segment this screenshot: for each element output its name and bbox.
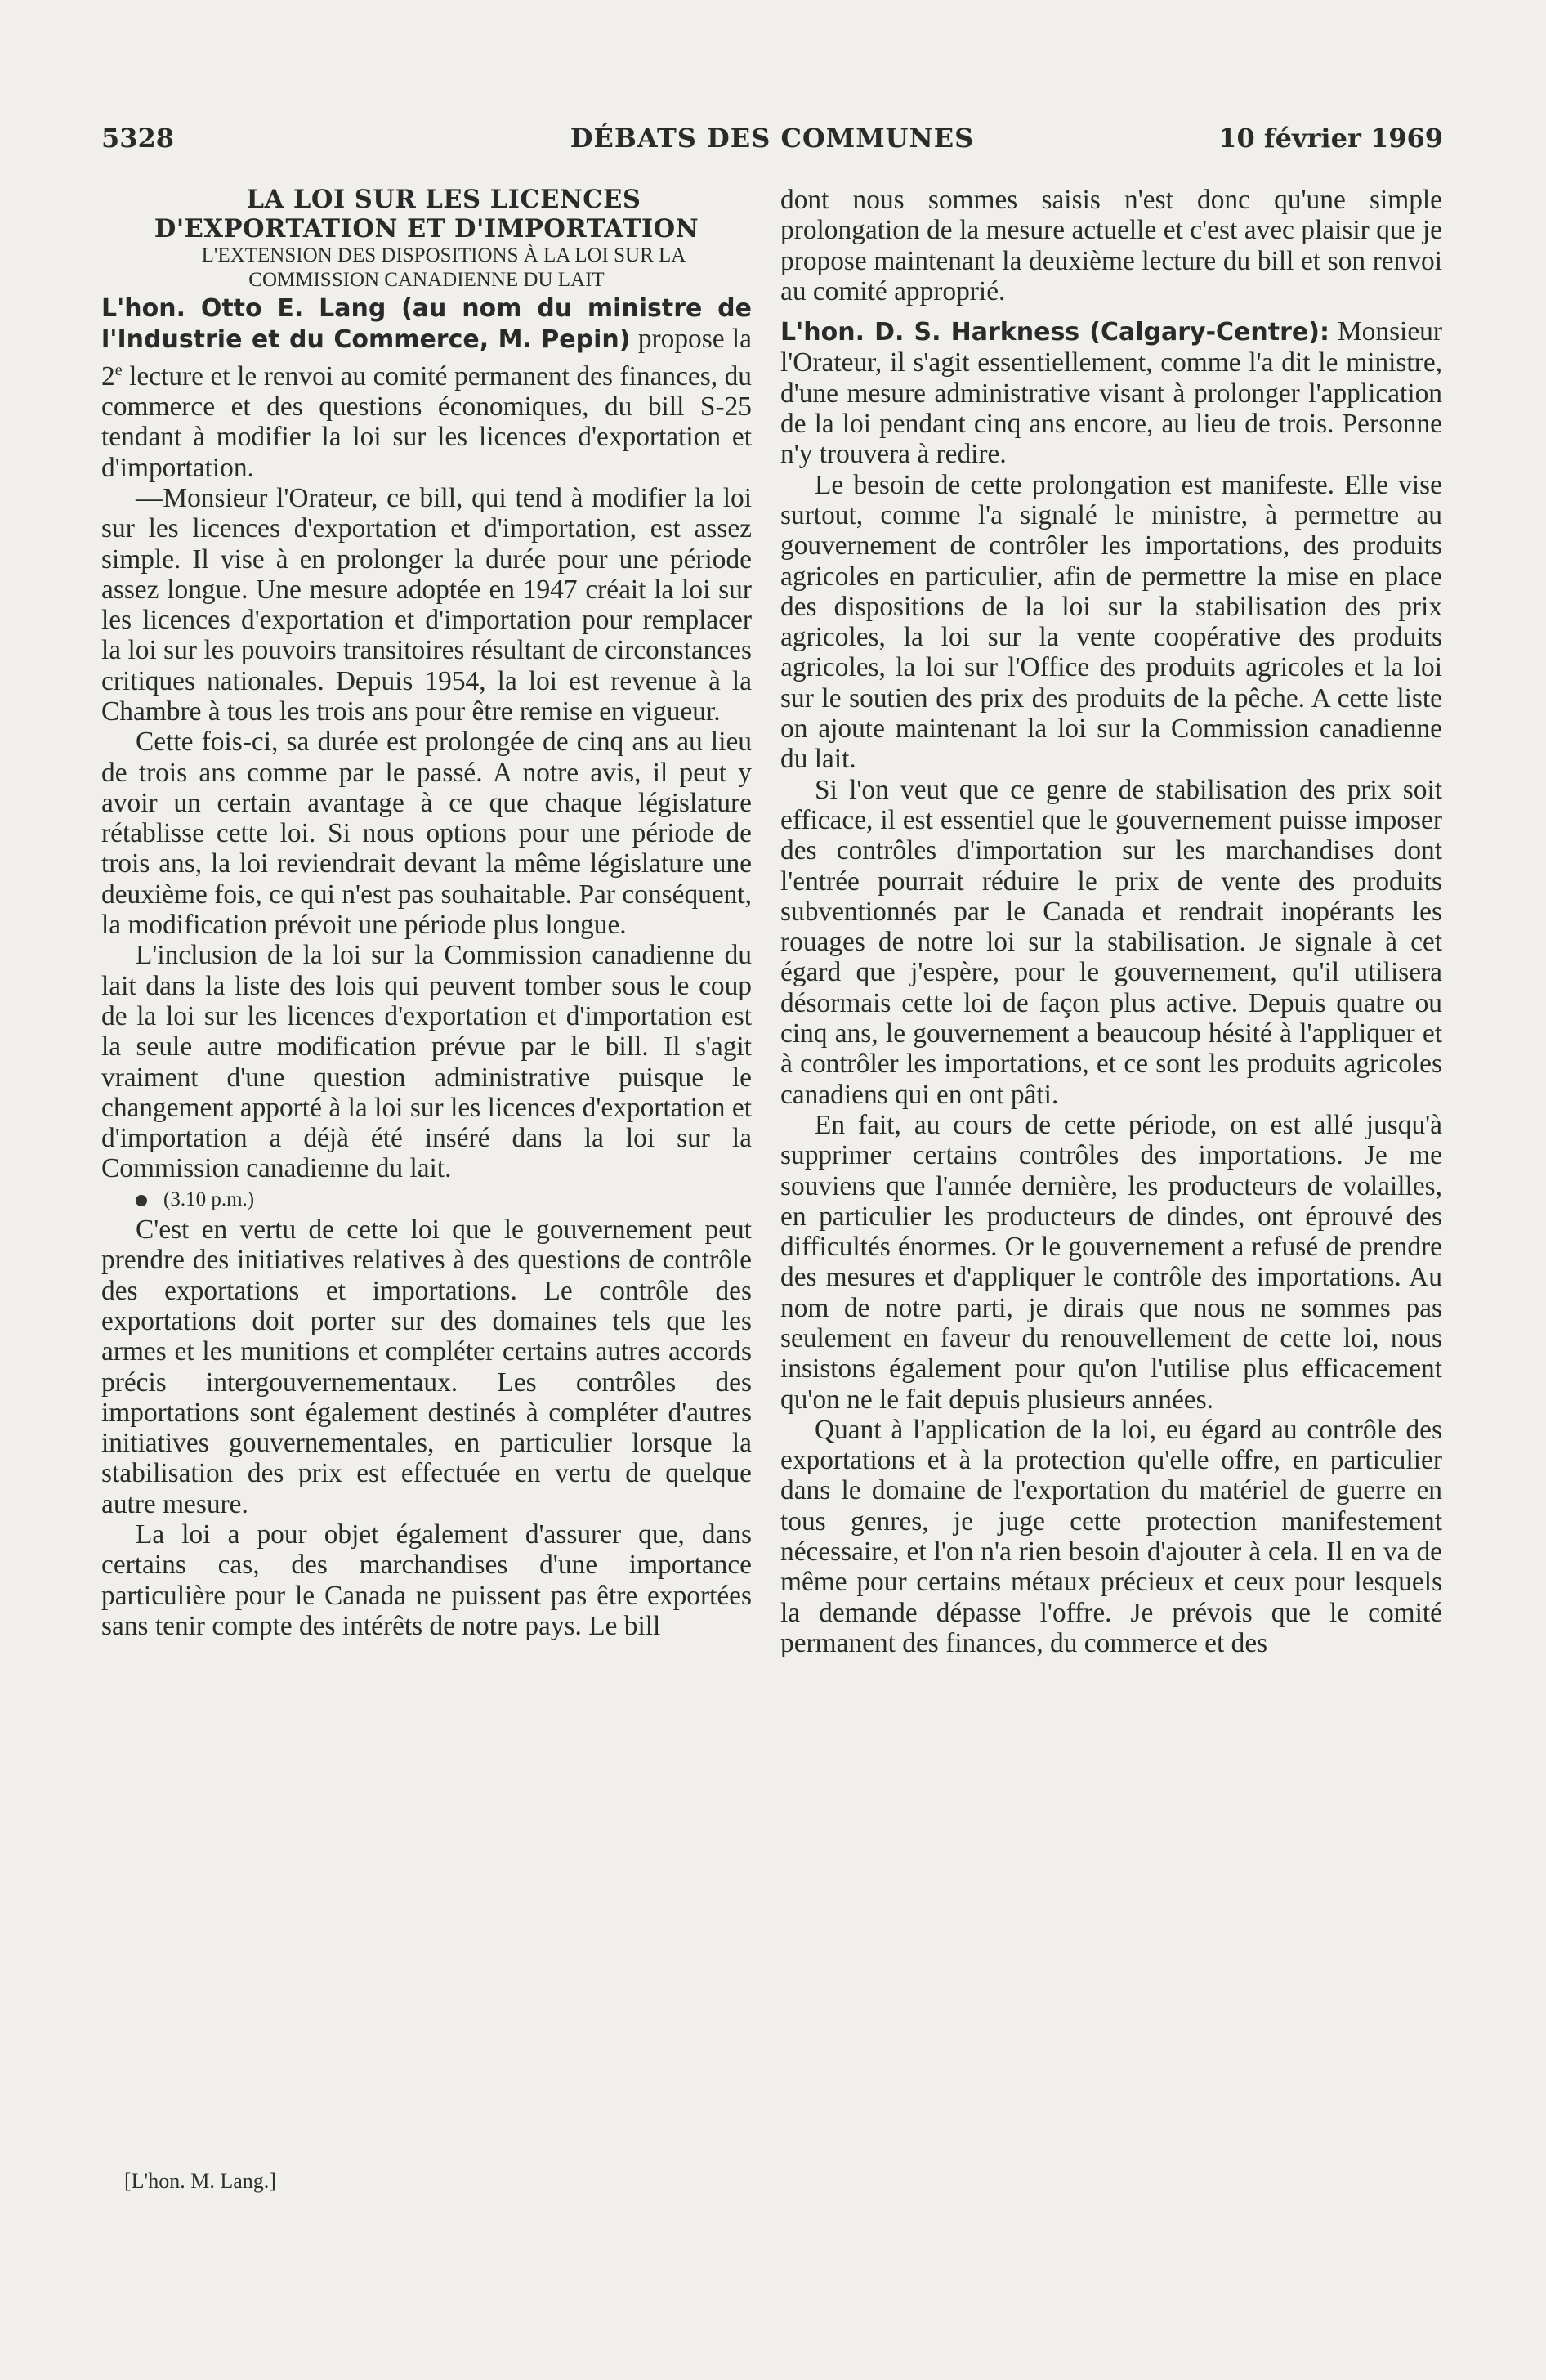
paragraph: Cette fois-ci, sa durée est prolongée de cinq ans au lieu de trois ans comme par le passé. A notre avis, il peut y avoir un certain avantage à ce que chaque législature rétablisse cette loi. Si nous options pour une période de trois ans, la loi reviendrait devant la même législature une deuxième fois, ce qui n'est pas souhaitable. Par conséquent, la modification prévoit une période plus longue. <box>101 727 752 941</box>
paragraph: C'est en vertu de cette loi que le gouvernement peut prendre des initiatives relatives à des questions de contrôle des exportations et importations. Le contrôle des exportations doit porter sur des domaines tels que les armes et les munitions et compléter certains autres accords précis intergouvernementaux. Les contrôles des importations sont également destinés à compléter d'autres initiatives gouvernementales, en particulier lorsque la stabilisation des prix est effectuée en vertu de quelque autre mesure. <box>101 1215 752 1519</box>
section-subheading: L'EXTENSION DES DISPOSITIONS À LA LOI SUR LA COMMISSION CANADIENNE DU LAIT <box>201 244 686 291</box>
paragraph: Le besoin de cette prolongation est manifeste. Elle vise surtout, comme l'a signalé le ministre, à permettre au gouvernement de contrôler les importations, des produits agricoles en particulier, afin de permettre la mise en place des dispositions de la loi sur la stabilisation des prix agricoles, la loi sur la vente coopérative des produits agricoles, la loi sur l'Office des produits agricoles et la loi sur le soutien des prix des produits de la pêche. A cette liste on ajoute maintenant la loi sur la Commission canadienne du lait. <box>780 469 1442 775</box>
paragraph: —Monsieur l'Orateur, ce bill, qui tend à modifier la loi sur les licences d'exportation et d'importation, est assez simple. Il vise à en prolonger la durée pour une période assez longue. Une mesure adoptée en 1947 créait la loi sur les licences d'exportation et d'importation pour remplacer la loi sur les pouvoirs transitoires résultant de circonstances critiques nationales. Depuis 1954, la loi est revenue à la Chambre à tous les trois ans pour être remise en vigueur. <box>101 482 752 727</box>
paragraph: En fait, au cours de cette période, on est allé jusqu'à supprimer certains contrôles des importations. Je me souviens que l'année dernière, les producteurs de volailles, en particulier les producteurs de dindes, ont éprouvé des difficultés énormes. Or le gouvernement a refusé de prendre des mesures et d'appliquer le contrôle des importations. Au nom de notre parti, je dirais que nous ne sommes pas seulement en faveur du renouvellement de cette loi, nous insistons également pour qu'on l'utilise plus efficacement qu'on ne le fait depuis plusieurs années. <box>780 1109 1442 1415</box>
paragraph: Quant à l'application de la loi, eu égard au contrôle des exportations et à la protection qu'elle offre, en particulier dans le domaine de l'exportation du matériel de guerre en tous genres, je juge cette protection manifestement nécessaire, et l'on n'a rien besoin d'ajouter à cela. Il en va de même pour certains métaux précieux et ceux pour lesquels la demande dépasse l'offre. Je prévois que le comité permanent des finances, du commerce et des <box>780 1414 1442 1658</box>
page-date: 10 février 1969 <box>1218 123 1443 154</box>
speech-text: Monsieur l'Orateur, il s'agit essentiellement, comme l'a dit le ministre, d'une mesure administrative visant à prolonger l'application de la loi pendant cinq ans encore, au lieu de trois. Personne n'y trouvera à redire. <box>780 316 1442 470</box>
right-column <box>780 185 1442 1658</box>
page-number: 5328 <box>101 123 175 154</box>
speaker-footnote: [L'hon. M. Lang.] <box>124 2169 276 2193</box>
bullet-icon <box>136 1195 147 1206</box>
motion-text-start: propose la 2 <box>101 324 752 391</box>
speaker-name: L'hon. Otto E. Lang (au nom du ministre de l'Industrie et du Commerce, M. Pepin) <box>101 294 752 355</box>
page-header <box>101 123 1443 163</box>
section-heading: LA LOI SUR LES LICENCES D'EXPORTATION ET D'IMPORTATION <box>154 185 699 244</box>
motion-text-end: lecture et le renvoi au comité permanent des finances, du commerce et des questions économiques, du bill S-25 tendant à modifier la loi sur les licences d'exportation et d'importation. <box>101 360 752 483</box>
left-column <box>101 185 752 1641</box>
paragraph: Si l'on veut que ce genre de stabilisation des prix soit efficace, il est essentiel que le gouvernement puisse imposer des contrôles d'importation sur les marchandises dont l'entrée pourrait réduire le prix de vente des produits subventionnés par le Canada et rendrait inopérants les rouages de notre loi sur la stabilisation. Je signale à cet égard que j'espère, pour le gouvernement, qu'il utilisera désormais cette loi de façon plus active. Depuis quatre ou cinq ans, le gouvernement a beaucoup hésité à l'appliquer et à contrôler les importations, et ce sont les produits agricoles canadiens qui en ont pâti. <box>780 774 1442 1110</box>
time-text: (3.10 p.m.) <box>163 1188 255 1210</box>
ordinal-superscript: e <box>114 360 123 379</box>
paragraph: L'inclusion de la loi sur la Commission canadienne du lait dans la liste des lois qui peuvent tomber sous le coup de la loi sur les licences d'exportation et d'importation est la seule autre modification prévue par le bill. Il s'agit vraiment d'une question administrative puisque le changement apporté à la loi sur les licences d'exportation et d'importation a déjà été inséré dans la loi sur la Commission canadienne du lait. <box>101 940 752 1184</box>
speaker-name: L'hon. D. S. Harkness (Calgary-Centre): <box>780 318 1329 347</box>
paragraph: La loi a pour objet également d'assurer que, dans certains cas, des marchandises d'une importance particulière pour le Canada ne puissent pas être exportées sans tenir compte des intérêts de notre pays. Le bill <box>101 1519 752 1641</box>
speech-paragraph <box>780 316 1442 469</box>
motion-paragraph <box>101 293 752 483</box>
running-title: DÉBATS DES COMMUNES <box>570 123 975 154</box>
paragraph: dont nous sommes saisis n'est donc qu'une simple prolongation de la mesure actuelle et c'est avec plaisir que je propose maintenant la deuxième lecture du bill et son renvoi au comité approprié. <box>780 185 1442 306</box>
time-stamp <box>101 1184 752 1215</box>
